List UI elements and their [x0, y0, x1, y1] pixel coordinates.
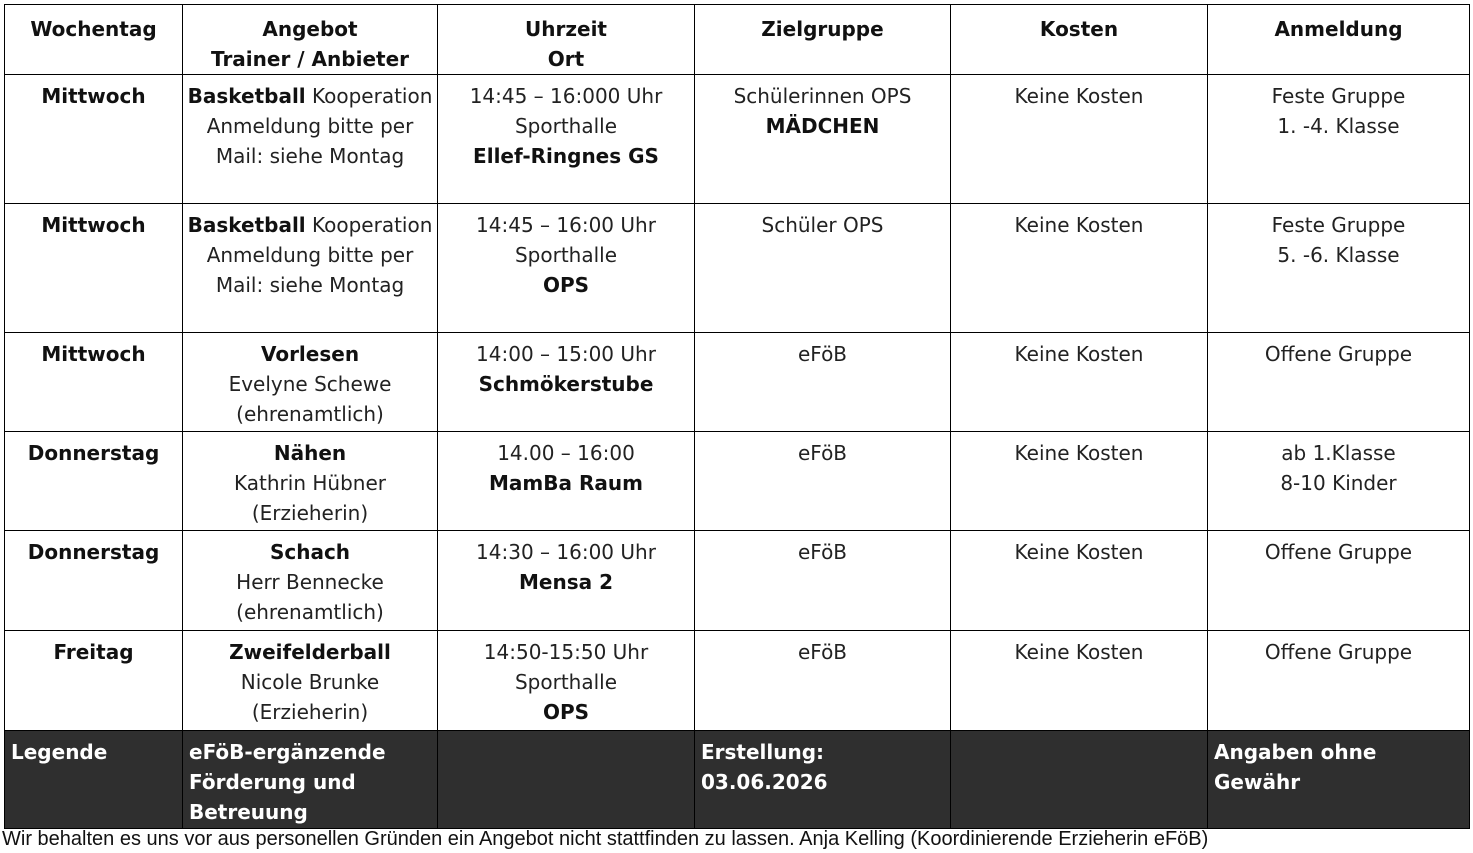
anmeldung-cell: Feste Gruppe 1. -4. Klasse [1208, 75, 1470, 204]
kosten-cell: Keine Kosten [951, 531, 1208, 631]
legend-efoeb: eFöB-ergänzende Förderung und Betreuung [183, 731, 438, 829]
angebot-cell: Zweifelderball Nicole Brunke (Erzieherin) [183, 631, 438, 731]
zielgruppe-cell: eFöB [695, 432, 951, 531]
kosten-cell: Keine Kosten [951, 333, 1208, 432]
day-cell: Donnerstag [5, 432, 183, 531]
anmeldung-cell: Offene Gruppe [1208, 531, 1470, 631]
anmeldung-cell: Feste Gruppe 5. -6. Klasse [1208, 204, 1470, 333]
kosten-cell: Keine Kosten [951, 204, 1208, 333]
angebot-cell: Nähen Kathrin Hübner (Erzieherin) [183, 432, 438, 531]
footer-note: Wir behalten es uns vor aus personellen Gründen ein Angebot nicht stattfinden zu lassen. Anja Kelling (Koordinierende Erzieherin eFöB) [2, 828, 1209, 850]
zielgruppe-cell: eFöB [695, 631, 951, 731]
table-row [5, 432, 1470, 531]
time-place-cell: 14:30 – 16:00 Uhr Mensa 2 [438, 531, 695, 631]
zielgruppe-cell: eFöB [695, 531, 951, 631]
table-row [5, 333, 1470, 432]
zielgruppe-cell: eFöB [695, 333, 951, 432]
kosten-cell: Keine Kosten [951, 631, 1208, 731]
zielgruppe-cell: Schülerinnen OPS MÄDCHEN [695, 75, 951, 204]
kosten-cell: Keine Kosten [951, 75, 1208, 204]
legend-gewaehr: Angaben ohne Gewähr [1208, 731, 1470, 829]
time-place-cell: 14.00 – 16:00 MamBa Raum [438, 432, 695, 531]
legend-erstellung: Erstellung: 03.06.2026 [695, 731, 951, 829]
day-cell: Freitag [5, 631, 183, 731]
header-zielgruppe: Zielgruppe [695, 5, 951, 75]
table-row [5, 204, 1470, 333]
header-wochentag: Wochentag [5, 5, 183, 75]
header-kosten: Kosten [951, 5, 1208, 75]
schedule-table [4, 4, 1470, 829]
angebot-cell: Vorlesen Evelyne Schewe (ehrenamtlich) [183, 333, 438, 432]
header-uhrzeit: Uhrzeit Ort [438, 5, 695, 75]
day-cell: Mittwoch [5, 333, 183, 432]
header-anmeldung: Anmeldung [1208, 5, 1470, 75]
angebot-cell: Basketball Kooperation Anmeldung bitte per Mail: siehe Montag [183, 204, 438, 333]
day-cell: Mittwoch [5, 75, 183, 204]
kosten-cell: Keine Kosten [951, 432, 1208, 531]
legend-empty [438, 731, 695, 829]
time-place-cell: 14:50-15:50 Uhr Sporthalle OPS [438, 631, 695, 731]
table-row [5, 75, 1470, 204]
day-cell: Mittwoch [5, 204, 183, 333]
day-cell: Donnerstag [5, 531, 183, 631]
legend-label: Legende [5, 731, 183, 829]
time-place-cell: 14:45 – 16:000 Uhr Sporthalle Ellef-Ringnes GS [438, 75, 695, 204]
header-row [5, 5, 1470, 75]
anmeldung-cell: Offene Gruppe [1208, 333, 1470, 432]
table-row [5, 531, 1470, 631]
zielgruppe-cell: Schüler OPS [695, 204, 951, 333]
anmeldung-cell: Offene Gruppe [1208, 631, 1470, 731]
legend-row [5, 731, 1470, 829]
time-place-cell: 14:00 – 15:00 Uhr Schmökerstube [438, 333, 695, 432]
header-angebot: Angebot Trainer / Anbieter [183, 5, 438, 75]
legend-empty [951, 731, 1208, 829]
angebot-cell: Schach Herr Bennecke (ehrenamtlich) [183, 531, 438, 631]
time-place-cell: 14:45 – 16:00 Uhr Sporthalle OPS [438, 204, 695, 333]
anmeldung-cell: ab 1.Klasse 8-10 Kinder [1208, 432, 1470, 531]
table-row [5, 631, 1470, 731]
angebot-cell: Basketball Kooperation Anmeldung bitte per Mail: siehe Montag [183, 75, 438, 204]
